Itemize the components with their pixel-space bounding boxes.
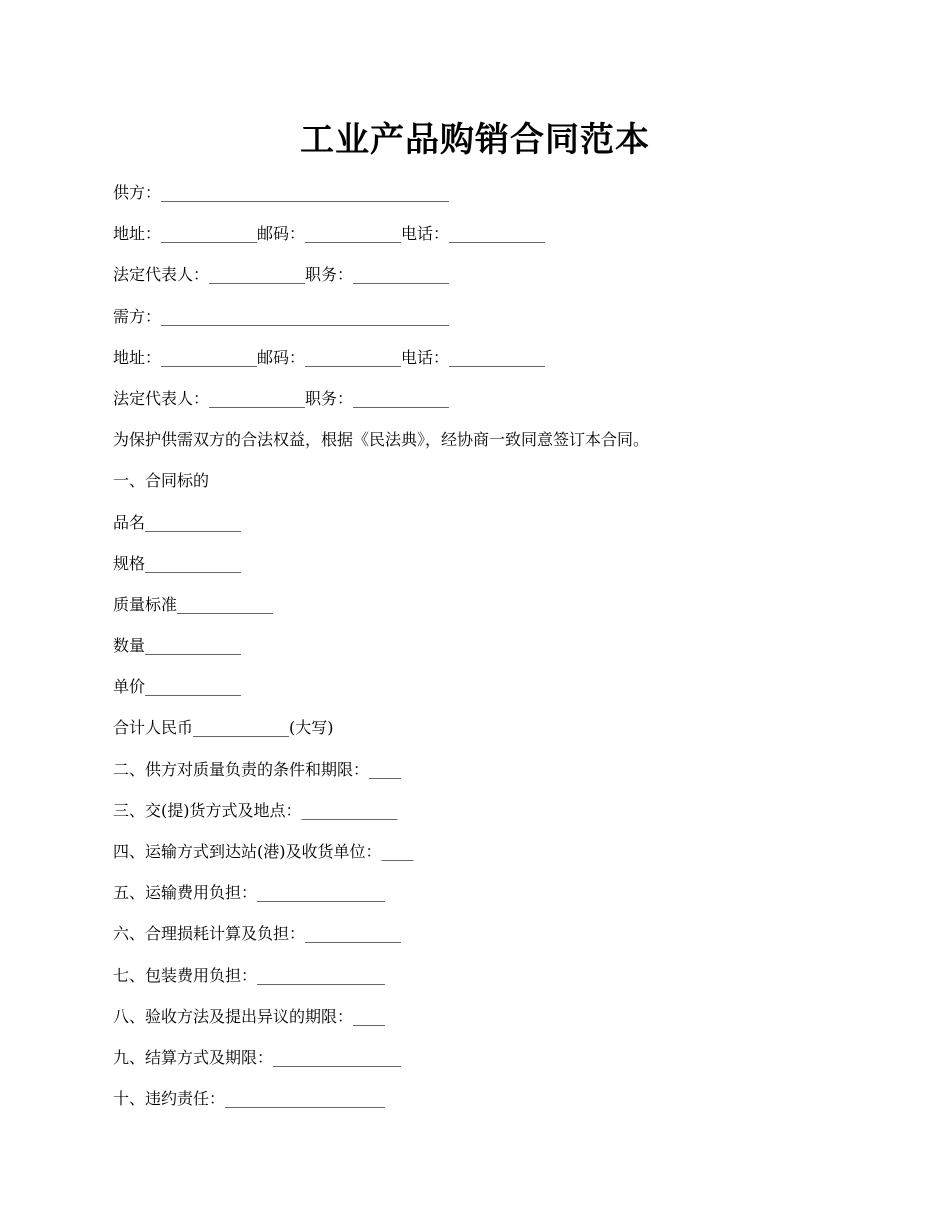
- clause-10: 十、违约责任：____________________: [113, 1089, 386, 1109]
- buyer-representative-line: 法定代表人：____________职务：____________: [113, 388, 450, 408]
- clause-3: 三、交(提)货方式及地点：____________: [113, 800, 398, 820]
- supplier-address-line: 地址：____________邮码：____________电话：____________: [113, 224, 546, 244]
- unit-price-field: 单价____________: [113, 677, 242, 697]
- document-title: 工业产品购销合同范本: [300, 120, 650, 160]
- clause-7: 七、包装费用负担：________________: [113, 965, 386, 985]
- supplier-representative-line: 法定代表人：____________职务：____________: [113, 265, 450, 285]
- buyer-line: 需方：____________________________________: [113, 306, 450, 326]
- buyer-address-line: 地址：____________邮码：____________电话：____________: [113, 347, 546, 367]
- section-heading-subject: 一、合同标的: [113, 471, 210, 491]
- quality-standard-field: 质量标准____________: [113, 594, 274, 614]
- clause-8: 八、验收方法及提出异议的期限：____: [113, 1006, 386, 1026]
- product-name-field: 品名____________: [113, 512, 242, 532]
- contract-body: [113, 178, 873, 1125]
- clause-9: 九、结算方式及期限：________________: [113, 1047, 402, 1067]
- clause-4: 四、运输方式到达站(港)及收货单位：____: [113, 842, 414, 861]
- specification-field: 规格____________: [113, 553, 242, 573]
- quantity-field: 数量____________: [113, 636, 242, 656]
- total-rmb-field: 合计人民币____________(大写): [113, 718, 334, 738]
- clause-5: 五、运输费用负担：________________: [113, 883, 386, 903]
- clause-2: 二、供方对质量负责的条件和期限：____: [113, 759, 402, 779]
- supplier-line: 供方：____________________________________: [113, 183, 450, 202]
- preamble-text: 为保护供需双方的合法权益，根据《民法典》，经协商一致同意签订本合同。: [113, 430, 650, 450]
- clause-6: 六、合理损耗计算及负担：____________: [113, 924, 402, 944]
